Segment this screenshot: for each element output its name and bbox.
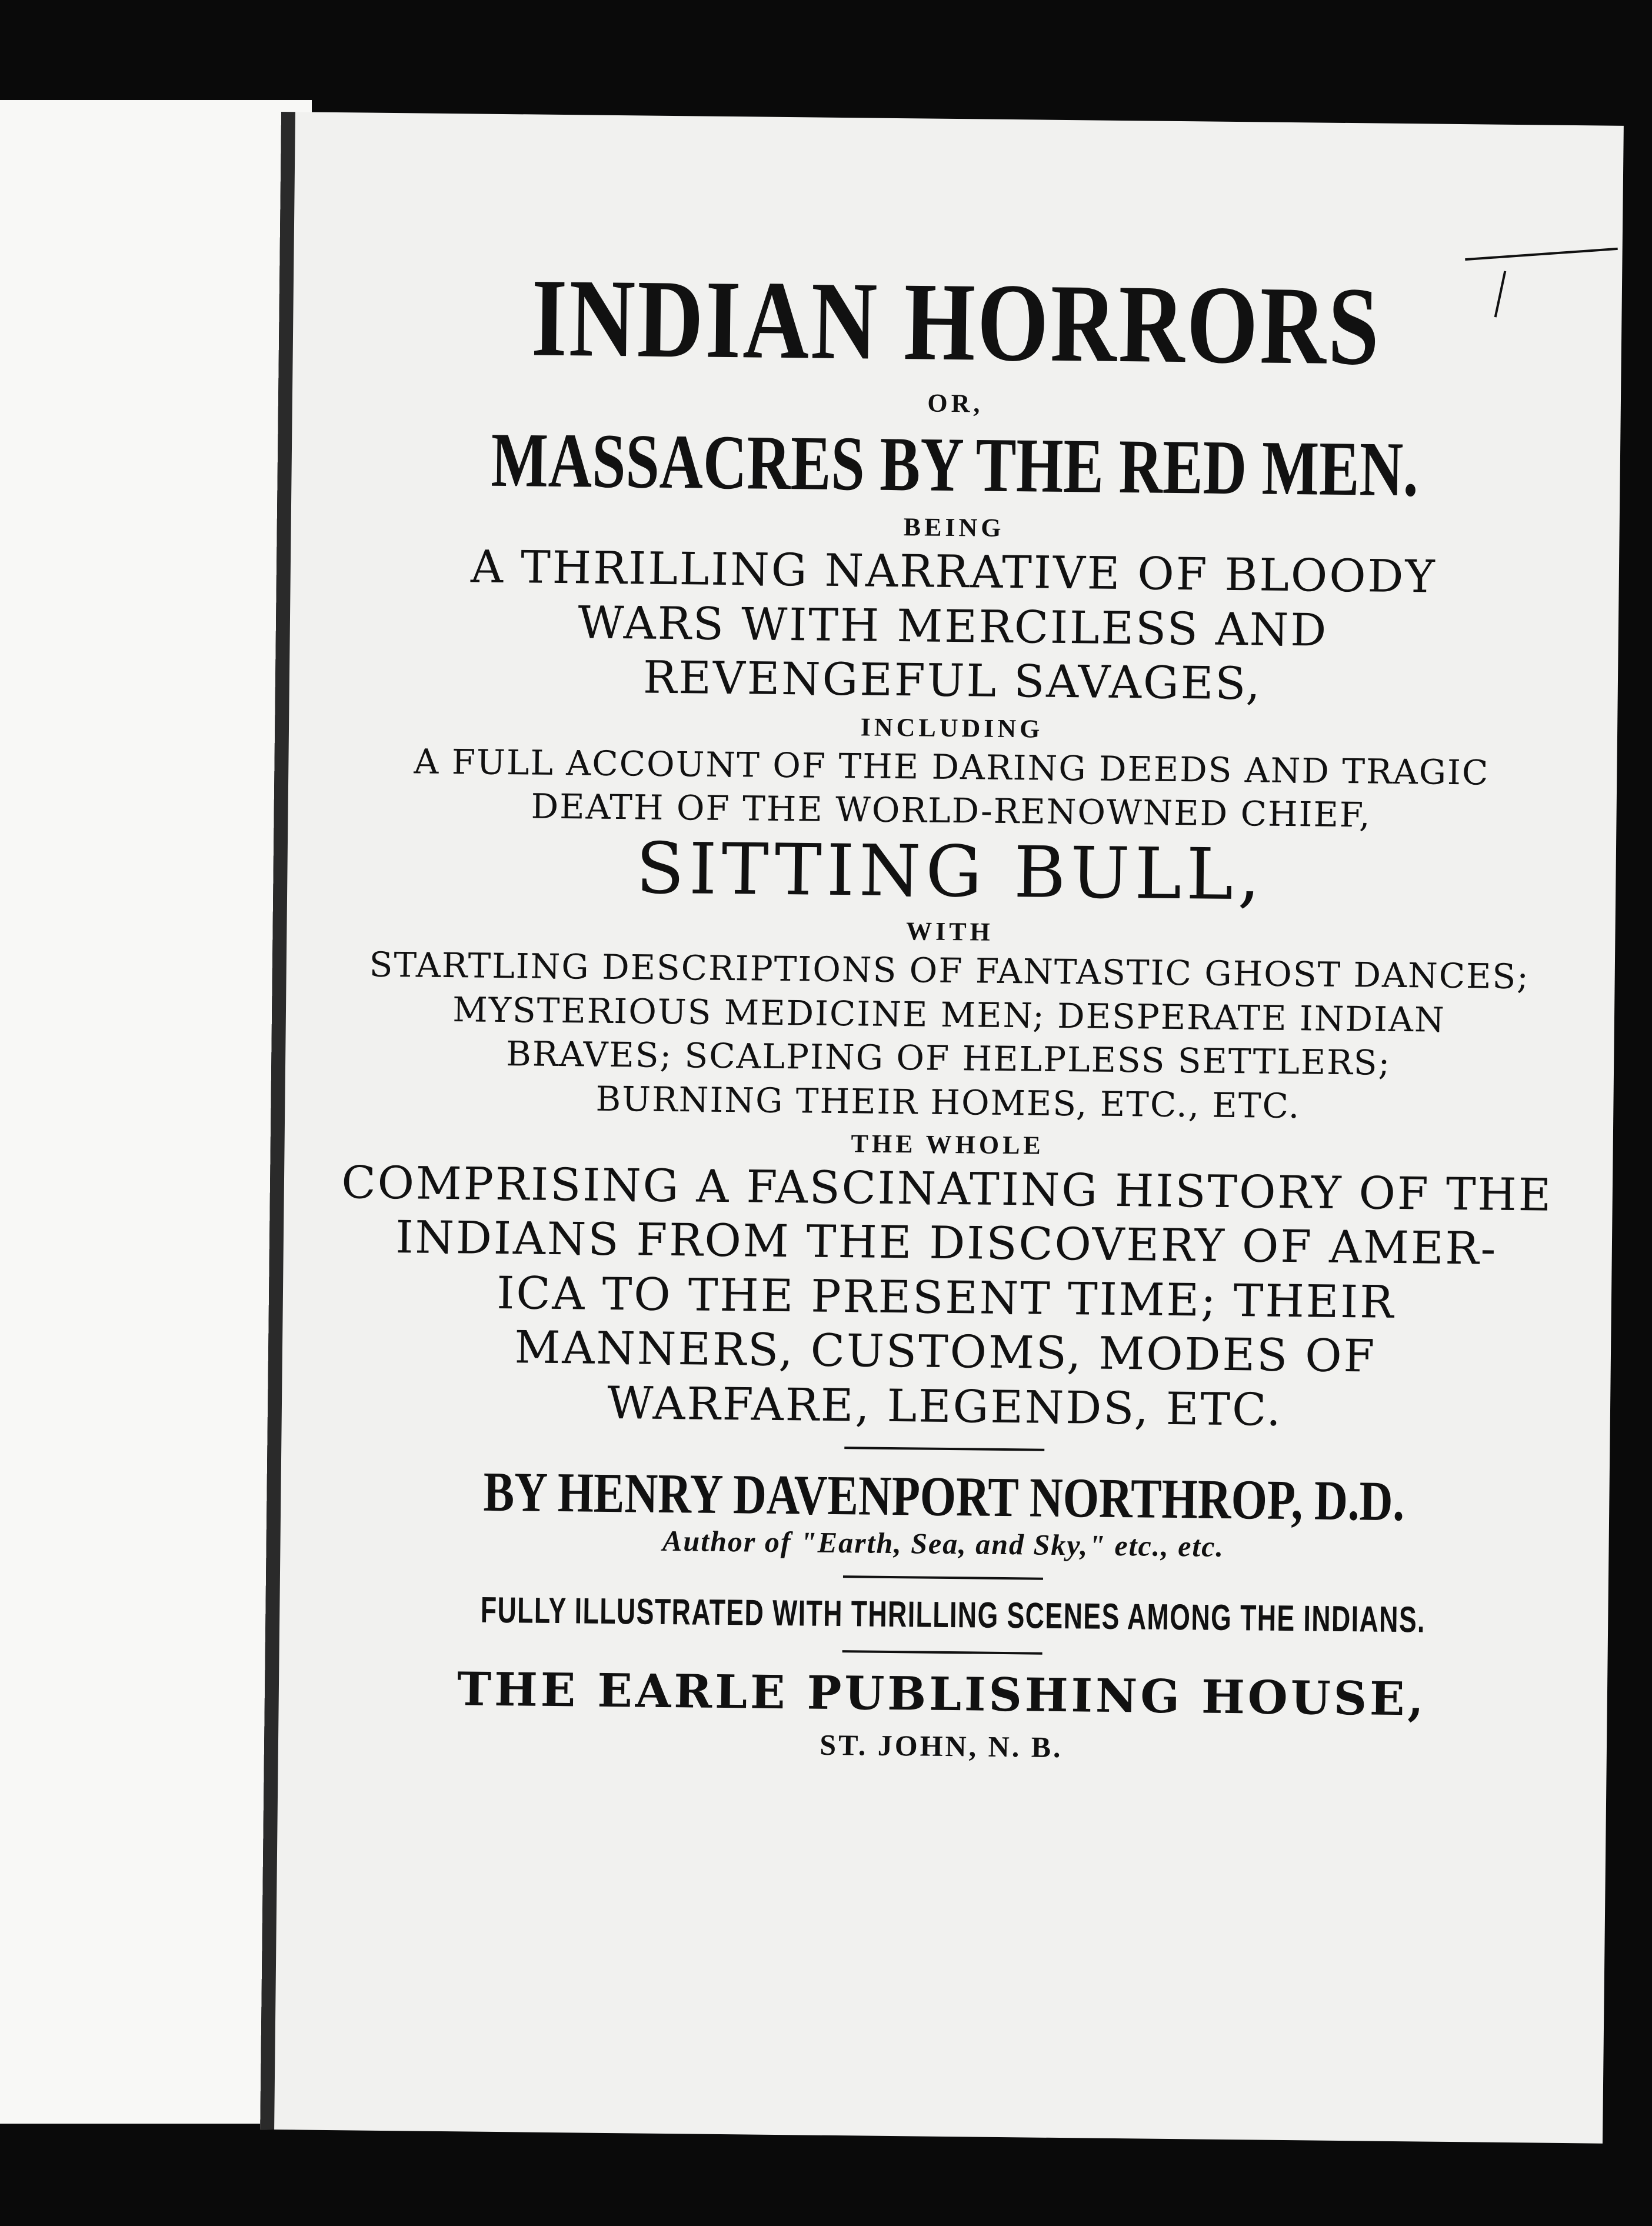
author-note: Author of "Earth, Sea, and Sky," etc., etc. [662,1524,1225,1564]
chief-name: SITTING BULL, [635,828,1265,917]
history-line: MANNERS, CUSTOMS, MODES OF [514,1321,1377,1382]
author-line: BY HENRY DAVENPORT NORTHROP, D.D. [483,1460,1405,1533]
description-line: BRAVES; SCALPING OF HELPLESS SETTLERS; [505,1034,1391,1084]
book-title: INDIAN HORRORS [531,256,1382,389]
the-whole-connector: THE WHOLE [851,1128,1045,1160]
narrative-block [311,542,1596,711]
including-connector: INCLUDING [860,712,1044,744]
account-line: A FULL ACCOUNT OF THE DARING DEEDS AND TRAGIC [414,741,1490,793]
description-line: STARTLING DESCRIPTIONS OF FANTASTIC GHOST DANCES; [369,944,1530,997]
with-connector: WITH [905,917,994,947]
descriptions-block [306,946,1591,1128]
history-line: COMPRISING A FASCINATING HISTORY OF THE [341,1155,1553,1221]
history-line: WARFARE, LEGENDS, ETC. [607,1376,1283,1436]
account-block [309,742,1593,836]
title-page [260,112,1624,2144]
description-line: MYSTERIOUS MEDICINE MEN; DESPERATE INDIAN [452,989,1446,1040]
being-connector: BEING [903,512,1005,543]
publisher-place: ST. JOHN, N. B. [820,1728,1063,1764]
or-connector: OR, [927,388,984,418]
title-page-content [299,256,1598,1768]
narrative-line: WARS WITH MERCILESS AND [578,596,1328,657]
description-line: BURNING THEIR HOMES, ETC., ETC. [595,1078,1301,1127]
illustration-note: FULLY ILLUSTRATED WITH THRILLING SCENES AMONG THE INDIANS. [480,1589,1426,1641]
divider-rule [844,1447,1044,1451]
narrative-line: A THRILLING NARRATIVE OF BLOODY [470,540,1437,603]
history-line: ICA TO THE PRESENT TIME; THEIR [496,1266,1395,1328]
account-line: DEATH OF THE WORLD-RENOWNED CHIEF, [531,786,1371,835]
divider-rule [842,1651,1043,1655]
history-line: INDIANS FROM THE DISCOVERY OF AMER- [395,1211,1498,1275]
narrative-line: REVENGEFUL SAVAGES, [642,651,1263,710]
publisher-name: THE EARLE PUBLISHING HOUSE, [457,1662,1427,1727]
book-subtitle: MASSACRES BY THE RED MEN. [490,416,1419,512]
divider-rule [843,1575,1043,1580]
history-block [303,1155,1590,1437]
